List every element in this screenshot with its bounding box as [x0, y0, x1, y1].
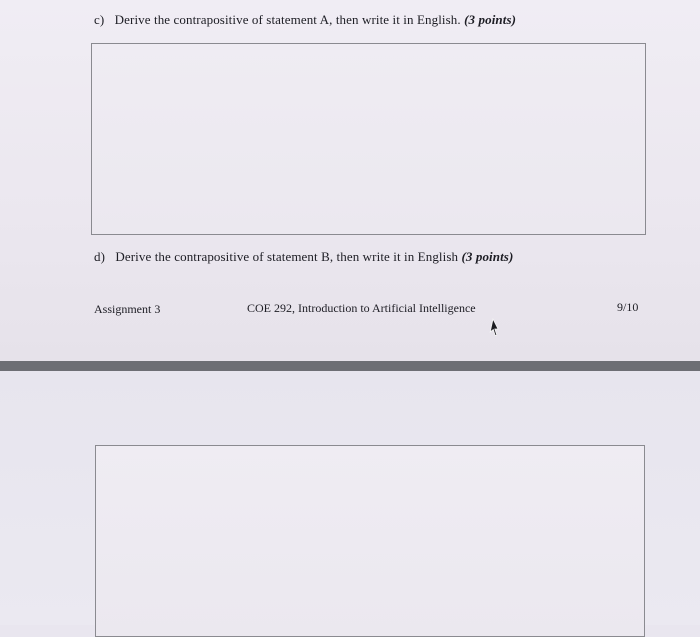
footer-course-title: COE 292, Introduction to Artificial Intelligence [247, 301, 476, 315]
question-d-text: Derive the contrapositive of statement B, then write it in English [115, 249, 459, 264]
question-c-points: (3 points) [464, 12, 517, 27]
question-d [94, 249, 513, 265]
question-c [94, 12, 516, 28]
question-d-label: d) [94, 249, 106, 264]
answer-box-c[interactable] [91, 43, 646, 235]
question-c-label: c) [94, 12, 105, 27]
footer-page-number: 9/10 [617, 300, 639, 314]
footer-assignment: Assignment 3 [94, 302, 161, 316]
question-d-points: (3 points) [461, 249, 514, 264]
mouse-pointer-icon [488, 318, 500, 336]
answer-box-d[interactable] [95, 445, 645, 637]
question-c-text: Derive the contrapositive of statement A, then write it in English. [114, 12, 461, 27]
